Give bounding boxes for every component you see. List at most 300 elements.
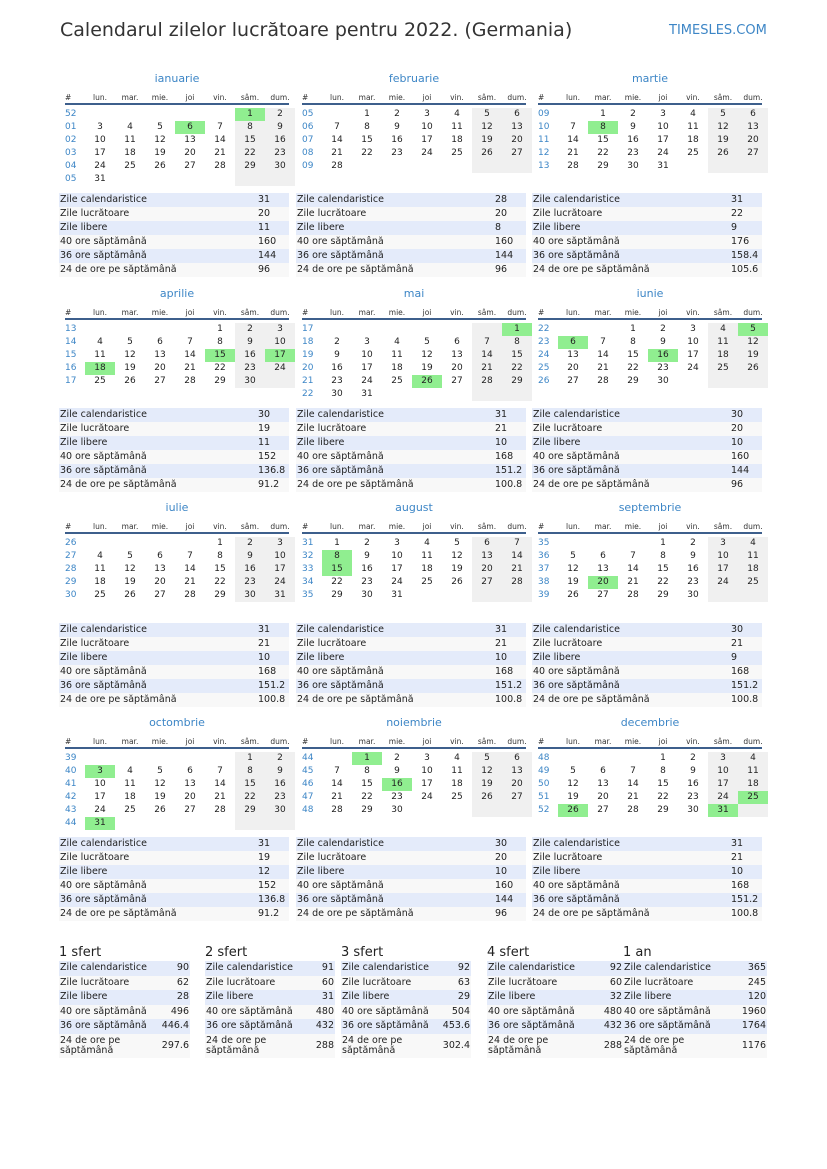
calendar-day[interactable]: 28: [214, 161, 226, 171]
calendar-day[interactable]: 1: [600, 109, 606, 119]
calendar-day[interactable]: 16: [687, 779, 699, 789]
calendar-day[interactable]: 26: [738, 362, 768, 375]
calendar-day[interactable]: 10: [687, 337, 699, 347]
calendar-day[interactable]: 3: [660, 109, 666, 119]
calendar-day[interactable]: [472, 589, 502, 602]
calendar-day[interactable]: 2: [235, 323, 265, 336]
calendar-day[interactable]: 3: [97, 122, 103, 132]
calendar-day[interactable]: 14: [472, 349, 502, 362]
calendar-day[interactable]: [442, 323, 472, 336]
calendar-day[interactable]: 6: [187, 766, 193, 776]
calendar-day[interactable]: 4: [708, 323, 738, 336]
calendar-day[interactable]: [412, 160, 442, 173]
calendar-day[interactable]: 23: [687, 577, 699, 587]
calendar-day[interactable]: 12: [567, 564, 579, 574]
calendar-day[interactable]: [442, 804, 472, 817]
calendar-day[interactable]: 23: [361, 577, 373, 587]
calendar-day[interactable]: 2: [394, 109, 400, 119]
calendar-day[interactable]: 16: [361, 564, 373, 574]
calendar-day[interactable]: 17: [421, 135, 433, 145]
calendar-day[interactable]: 10: [265, 336, 295, 349]
calendar-day[interactable]: 9: [265, 765, 295, 778]
calendar-day[interactable]: [588, 752, 618, 765]
calendar-day[interactable]: 30: [391, 805, 403, 815]
calendar-day[interactable]: 20: [567, 363, 579, 373]
calendar-day[interactable]: 31: [391, 590, 403, 600]
calendar-day[interactable]: 13: [184, 135, 196, 145]
calendar-day[interactable]: 17: [265, 563, 295, 576]
calendar-day[interactable]: 1: [660, 538, 666, 548]
holiday-day[interactable]: 15: [205, 349, 235, 362]
calendar-day[interactable]: 10: [94, 135, 106, 145]
calendar-day[interactable]: 12: [708, 121, 738, 134]
calendar-day[interactable]: 20: [184, 792, 196, 802]
calendar-day[interactable]: 7: [187, 337, 193, 347]
calendar-day[interactable]: 1: [630, 324, 636, 334]
calendar-day[interactable]: 5: [454, 538, 460, 548]
calendar-day[interactable]: 2: [630, 109, 636, 119]
calendar-day[interactable]: 23: [687, 792, 699, 802]
calendar-day[interactable]: [145, 173, 175, 186]
calendar-day[interactable]: 22: [657, 792, 669, 802]
calendar-day[interactable]: 16: [331, 363, 343, 373]
calendar-day[interactable]: 29: [597, 161, 609, 171]
calendar-day[interactable]: 30: [361, 590, 373, 600]
calendar-day[interactable]: 29: [502, 375, 532, 388]
calendar-day[interactable]: 11: [124, 135, 136, 145]
calendar-day[interactable]: 18: [421, 564, 433, 574]
calendar-day[interactable]: 2: [660, 324, 666, 334]
calendar-day[interactable]: 18: [391, 363, 403, 373]
calendar-day[interactable]: 10: [361, 350, 373, 360]
calendar-day[interactable]: 17: [708, 563, 738, 576]
calendar-day[interactable]: [265, 375, 295, 388]
calendar-day[interactable]: 17: [687, 350, 699, 360]
calendar-day[interactable]: 26: [154, 805, 166, 815]
calendar-day[interactable]: 17: [94, 792, 106, 802]
calendar-day[interactable]: 12: [738, 336, 768, 349]
holiday-day[interactable]: 8: [322, 550, 352, 563]
calendar-day[interactable]: 19: [708, 134, 738, 147]
calendar-day[interactable]: 9: [630, 122, 636, 132]
calendar-day[interactable]: [708, 589, 738, 602]
calendar-day[interactable]: [382, 323, 412, 336]
calendar-day[interactable]: 19: [154, 148, 166, 158]
calendar-day[interactable]: 19: [421, 363, 433, 373]
calendar-day[interactable]: 19: [472, 778, 502, 791]
calendar-day[interactable]: 25: [687, 148, 699, 158]
calendar-day[interactable]: 21: [502, 563, 532, 576]
calendar-day[interactable]: 4: [690, 109, 696, 119]
calendar-day[interactable]: 23: [265, 791, 295, 804]
calendar-day[interactable]: [115, 817, 145, 830]
calendar-day[interactable]: 14: [627, 779, 639, 789]
calendar-day[interactable]: 12: [154, 135, 166, 145]
calendar-day[interactable]: 6: [157, 551, 163, 561]
calendar-day[interactable]: 27: [472, 576, 502, 589]
calendar-day[interactable]: 23: [627, 148, 639, 158]
calendar-day[interactable]: 16: [687, 564, 699, 574]
calendar-day[interactable]: 7: [630, 551, 636, 561]
calendar-day[interactable]: 15: [361, 135, 373, 145]
calendar-day[interactable]: 11: [94, 564, 106, 574]
calendar-day[interactable]: 29: [657, 805, 669, 815]
calendar-day[interactable]: 27: [502, 791, 532, 804]
calendar-day[interactable]: 24: [657, 148, 669, 158]
calendar-day[interactable]: 22: [235, 791, 265, 804]
calendar-day[interactable]: [502, 160, 532, 173]
calendar-day[interactable]: 25: [421, 577, 433, 587]
calendar-day[interactable]: 22: [331, 577, 343, 587]
calendar-day[interactable]: [558, 108, 588, 121]
calendar-day[interactable]: 13: [154, 564, 166, 574]
calendar-day[interactable]: 26: [567, 590, 579, 600]
calendar-day[interactable]: 21: [567, 148, 579, 158]
calendar-day[interactable]: 18: [687, 135, 699, 145]
calendar-day[interactable]: 3: [424, 109, 430, 119]
calendar-day[interactable]: 29: [331, 590, 343, 600]
calendar-day[interactable]: [738, 589, 768, 602]
calendar-day[interactable]: 12: [472, 765, 502, 778]
calendar-day[interactable]: 26: [124, 590, 136, 600]
calendar-day[interactable]: 30: [235, 375, 265, 388]
calendar-day[interactable]: 5: [157, 766, 163, 776]
calendar-day[interactable]: 15: [627, 350, 639, 360]
calendar-day[interactable]: 28: [627, 590, 639, 600]
calendar-day[interactable]: 17: [94, 148, 106, 158]
calendar-day[interactable]: [738, 804, 768, 817]
calendar-day[interactable]: [442, 388, 472, 401]
calendar-day[interactable]: 19: [472, 134, 502, 147]
calendar-day[interactable]: 17: [657, 135, 669, 145]
calendar-day[interactable]: 7: [600, 337, 606, 347]
calendar-day[interactable]: 21: [184, 363, 196, 373]
calendar-day[interactable]: [235, 817, 265, 830]
holiday-day[interactable]: 6: [175, 121, 205, 134]
calendar-day[interactable]: 19: [124, 577, 136, 587]
calendar-day[interactable]: 5: [570, 766, 576, 776]
calendar-day[interactable]: 26: [472, 791, 502, 804]
calendar-day[interactable]: 29: [214, 376, 226, 386]
calendar-day[interactable]: 19: [451, 564, 463, 574]
calendar-day[interactable]: [412, 323, 442, 336]
calendar-day[interactable]: [145, 817, 175, 830]
calendar-day[interactable]: 10: [391, 551, 403, 561]
calendar-day[interactable]: 22: [214, 577, 226, 587]
calendar-day[interactable]: 14: [184, 564, 196, 574]
calendar-day[interactable]: 3: [708, 537, 738, 550]
calendar-day[interactable]: 4: [97, 337, 103, 347]
calendar-day[interactable]: 4: [424, 538, 430, 548]
calendar-day[interactable]: [115, 173, 145, 186]
calendar-day[interactable]: 4: [127, 766, 133, 776]
calendar-day[interactable]: 4: [454, 753, 460, 763]
calendar-day[interactable]: 11: [708, 336, 738, 349]
calendar-day[interactable]: 12: [567, 779, 579, 789]
calendar-day[interactable]: 10: [421, 766, 433, 776]
calendar-day[interactable]: 14: [184, 350, 196, 360]
holiday-day[interactable]: 25: [738, 791, 768, 804]
calendar-day[interactable]: 6: [472, 537, 502, 550]
calendar-day[interactable]: 8: [502, 336, 532, 349]
calendar-day[interactable]: 11: [687, 122, 699, 132]
calendar-day[interactable]: 3: [424, 753, 430, 763]
calendar-day[interactable]: 4: [454, 109, 460, 119]
calendar-day[interactable]: 16: [235, 349, 265, 362]
calendar-day[interactable]: 27: [154, 590, 166, 600]
calendar-day[interactable]: 3: [364, 337, 370, 347]
calendar-day[interactable]: 11: [421, 551, 433, 561]
calendar-day[interactable]: 13: [738, 121, 768, 134]
calendar-day[interactable]: [558, 323, 588, 336]
calendar-day[interactable]: 5: [570, 551, 576, 561]
calendar-day[interactable]: 22: [627, 363, 639, 373]
calendar-day[interactable]: 10: [94, 779, 106, 789]
calendar-day[interactable]: 31: [265, 589, 295, 602]
calendar-day[interactable]: 30: [331, 389, 343, 399]
calendar-day[interactable]: 25: [451, 148, 463, 158]
calendar-day[interactable]: 6: [157, 337, 163, 347]
holiday-day[interactable]: 17: [265, 349, 295, 362]
holiday-day[interactable]: 26: [412, 375, 442, 388]
calendar-day[interactable]: 21: [184, 577, 196, 587]
calendar-day[interactable]: [145, 323, 175, 336]
calendar-day[interactable]: 7: [187, 551, 193, 561]
calendar-day[interactable]: 8: [217, 337, 223, 347]
calendar-day[interactable]: [85, 537, 115, 550]
calendar-day[interactable]: 13: [567, 350, 579, 360]
calendar-day[interactable]: [738, 160, 768, 173]
calendar-day[interactable]: 21: [331, 148, 343, 158]
calendar-day[interactable]: [145, 752, 175, 765]
calendar-day[interactable]: 27: [597, 805, 609, 815]
calendar-day[interactable]: 6: [600, 551, 606, 561]
calendar-day[interactable]: 11: [738, 765, 768, 778]
holiday-day[interactable]: 31: [85, 817, 115, 830]
calendar-day[interactable]: [205, 817, 235, 830]
calendar-day[interactable]: 14: [214, 135, 226, 145]
calendar-day[interactable]: 1: [660, 753, 666, 763]
calendar-day[interactable]: [205, 173, 235, 186]
calendar-day[interactable]: 4: [738, 537, 768, 550]
calendar-day[interactable]: 6: [502, 752, 532, 765]
calendar-day[interactable]: 30: [687, 805, 699, 815]
calendar-day[interactable]: 22: [657, 577, 669, 587]
calendar-day[interactable]: 9: [394, 122, 400, 132]
calendar-day[interactable]: 25: [94, 376, 106, 386]
calendar-day[interactable]: [145, 537, 175, 550]
calendar-day[interactable]: 10: [421, 122, 433, 132]
calendar-day[interactable]: 11: [451, 122, 463, 132]
holiday-day[interactable]: 18: [85, 362, 115, 375]
calendar-day[interactable]: 17: [421, 779, 433, 789]
calendar-day[interactable]: 24: [94, 161, 106, 171]
calendar-day[interactable]: 8: [660, 766, 666, 776]
calendar-day[interactable]: 13: [502, 121, 532, 134]
calendar-day[interactable]: 16: [265, 778, 295, 791]
calendar-day[interactable]: [205, 752, 235, 765]
calendar-day[interactable]: 24: [361, 376, 373, 386]
calendar-day[interactable]: 27: [451, 376, 463, 386]
calendar-day[interactable]: 30: [627, 161, 639, 171]
calendar-day[interactable]: 17: [708, 778, 738, 791]
calendar-day[interactable]: 26: [451, 577, 463, 587]
calendar-day[interactable]: 25: [451, 792, 463, 802]
calendar-day[interactable]: [502, 589, 532, 602]
calendar-day[interactable]: 12: [124, 564, 136, 574]
calendar-day[interactable]: [442, 160, 472, 173]
calendar-day[interactable]: 18: [738, 778, 768, 791]
calendar-day[interactable]: 21: [331, 792, 343, 802]
calendar-day[interactable]: 10: [265, 550, 295, 563]
calendar-day[interactable]: 24: [265, 362, 295, 375]
calendar-day[interactable]: 11: [94, 350, 106, 360]
calendar-day[interactable]: 16: [391, 135, 403, 145]
calendar-day[interactable]: 19: [154, 792, 166, 802]
calendar-day[interactable]: 31: [361, 389, 373, 399]
holiday-day[interactable]: 31: [708, 804, 738, 817]
calendar-day[interactable]: 9: [265, 121, 295, 134]
calendar-day[interactable]: 12: [451, 551, 463, 561]
calendar-day[interactable]: [412, 804, 442, 817]
calendar-day[interactable]: [322, 108, 352, 121]
calendar-day[interactable]: 21: [472, 362, 502, 375]
calendar-day[interactable]: 15: [214, 564, 226, 574]
holiday-day[interactable]: 1: [352, 752, 382, 765]
calendar-day[interactable]: 5: [127, 551, 133, 561]
calendar-day[interactable]: 23: [235, 362, 265, 375]
calendar-day[interactable]: 7: [630, 766, 636, 776]
calendar-day[interactable]: [265, 173, 295, 186]
calendar-day[interactable]: [382, 388, 412, 401]
calendar-day[interactable]: 23: [657, 363, 669, 373]
calendar-day[interactable]: 9: [394, 766, 400, 776]
calendar-day[interactable]: 1: [334, 538, 340, 548]
calendar-day[interactable]: [352, 323, 382, 336]
calendar-day[interactable]: 14: [331, 135, 343, 145]
calendar-day[interactable]: [678, 160, 708, 173]
calendar-day[interactable]: 25: [124, 161, 136, 171]
calendar-day[interactable]: [235, 173, 265, 186]
calendar-day[interactable]: 22: [361, 792, 373, 802]
calendar-day[interactable]: 27: [184, 161, 196, 171]
calendar-day[interactable]: [472, 388, 502, 401]
calendar-day[interactable]: [472, 160, 502, 173]
calendar-day[interactable]: 29: [657, 590, 669, 600]
calendar-day[interactable]: 8: [364, 122, 370, 132]
calendar-day[interactable]: 25: [391, 376, 403, 386]
calendar-day[interactable]: 14: [597, 350, 609, 360]
holiday-day[interactable]: 3: [85, 765, 115, 778]
calendar-day[interactable]: 20: [597, 792, 609, 802]
calendar-day[interactable]: 5: [708, 108, 738, 121]
calendar-day[interactable]: 4: [127, 122, 133, 132]
calendar-day[interactable]: 7: [502, 537, 532, 550]
calendar-day[interactable]: [322, 323, 352, 336]
calendar-day[interactable]: [618, 752, 648, 765]
calendar-day[interactable]: 29: [627, 376, 639, 386]
calendar-day[interactable]: 28: [184, 590, 196, 600]
calendar-day[interactable]: 12: [124, 350, 136, 360]
calendar-day[interactable]: 2: [690, 538, 696, 548]
calendar-day[interactable]: 19: [738, 349, 768, 362]
calendar-day[interactable]: [412, 589, 442, 602]
calendar-day[interactable]: 22: [235, 147, 265, 160]
calendar-day[interactable]: 18: [738, 563, 768, 576]
calendar-day[interactable]: 22: [214, 363, 226, 373]
calendar-day[interactable]: 23: [391, 792, 403, 802]
calendar-day[interactable]: [352, 160, 382, 173]
calendar-day[interactable]: 27: [738, 147, 768, 160]
holiday-day[interactable]: 1: [235, 108, 265, 121]
calendar-day[interactable]: 28: [184, 376, 196, 386]
calendar-day[interactable]: 27: [154, 376, 166, 386]
calendar-day[interactable]: 1: [364, 109, 370, 119]
calendar-day[interactable]: 6: [502, 108, 532, 121]
calendar-day[interactable]: 6: [738, 108, 768, 121]
calendar-day[interactable]: 3: [708, 752, 738, 765]
calendar-day[interactable]: 14: [502, 550, 532, 563]
calendar-day[interactable]: 15: [235, 134, 265, 147]
calendar-day[interactable]: 9: [690, 551, 696, 561]
holiday-day[interactable]: 16: [382, 778, 412, 791]
calendar-day[interactable]: 10: [708, 765, 738, 778]
calendar-day[interactable]: 24: [708, 791, 738, 804]
calendar-day[interactable]: 16: [235, 563, 265, 576]
calendar-day[interactable]: 22: [361, 148, 373, 158]
calendar-day[interactable]: 23: [331, 376, 343, 386]
calendar-day[interactable]: 21: [627, 577, 639, 587]
calendar-day[interactable]: 27: [597, 590, 609, 600]
calendar-day[interactable]: 28: [331, 805, 343, 815]
calendar-day[interactable]: 17: [391, 564, 403, 574]
calendar-day[interactable]: 26: [472, 147, 502, 160]
holiday-day[interactable]: 5: [738, 323, 768, 336]
calendar-day[interactable]: 8: [630, 337, 636, 347]
holiday-day[interactable]: 16: [648, 349, 678, 362]
calendar-day[interactable]: 7: [334, 122, 340, 132]
calendar-day[interactable]: 9: [690, 766, 696, 776]
calendar-day[interactable]: [618, 537, 648, 550]
calendar-day[interactable]: 15: [597, 135, 609, 145]
calendar-day[interactable]: 24: [421, 792, 433, 802]
calendar-day[interactable]: [588, 537, 618, 550]
calendar-day[interactable]: 30: [265, 804, 295, 817]
calendar-day[interactable]: [115, 323, 145, 336]
calendar-day[interactable]: 15: [657, 564, 669, 574]
calendar-day[interactable]: [322, 752, 352, 765]
calendar-day[interactable]: 7: [334, 766, 340, 776]
calendar-day[interactable]: [175, 108, 205, 121]
calendar-day[interactable]: 8: [235, 121, 265, 134]
calendar-day[interactable]: 24: [421, 148, 433, 158]
brand-link[interactable]: TIMESLES.COM: [669, 23, 767, 38]
calendar-day[interactable]: 13: [184, 779, 196, 789]
calendar-day[interactable]: 7: [217, 766, 223, 776]
calendar-day[interactable]: [708, 375, 738, 388]
calendar-day[interactable]: [115, 108, 145, 121]
calendar-day[interactable]: 3: [265, 537, 295, 550]
calendar-day[interactable]: [678, 375, 708, 388]
calendar-day[interactable]: 20: [502, 134, 532, 147]
holiday-day[interactable]: 8: [588, 121, 618, 134]
calendar-day[interactable]: 7: [570, 122, 576, 132]
calendar-day[interactable]: 18: [124, 792, 136, 802]
calendar-day[interactable]: 14: [331, 779, 343, 789]
calendar-day[interactable]: [85, 752, 115, 765]
calendar-day[interactable]: 22: [502, 362, 532, 375]
calendar-day[interactable]: 4: [97, 551, 103, 561]
